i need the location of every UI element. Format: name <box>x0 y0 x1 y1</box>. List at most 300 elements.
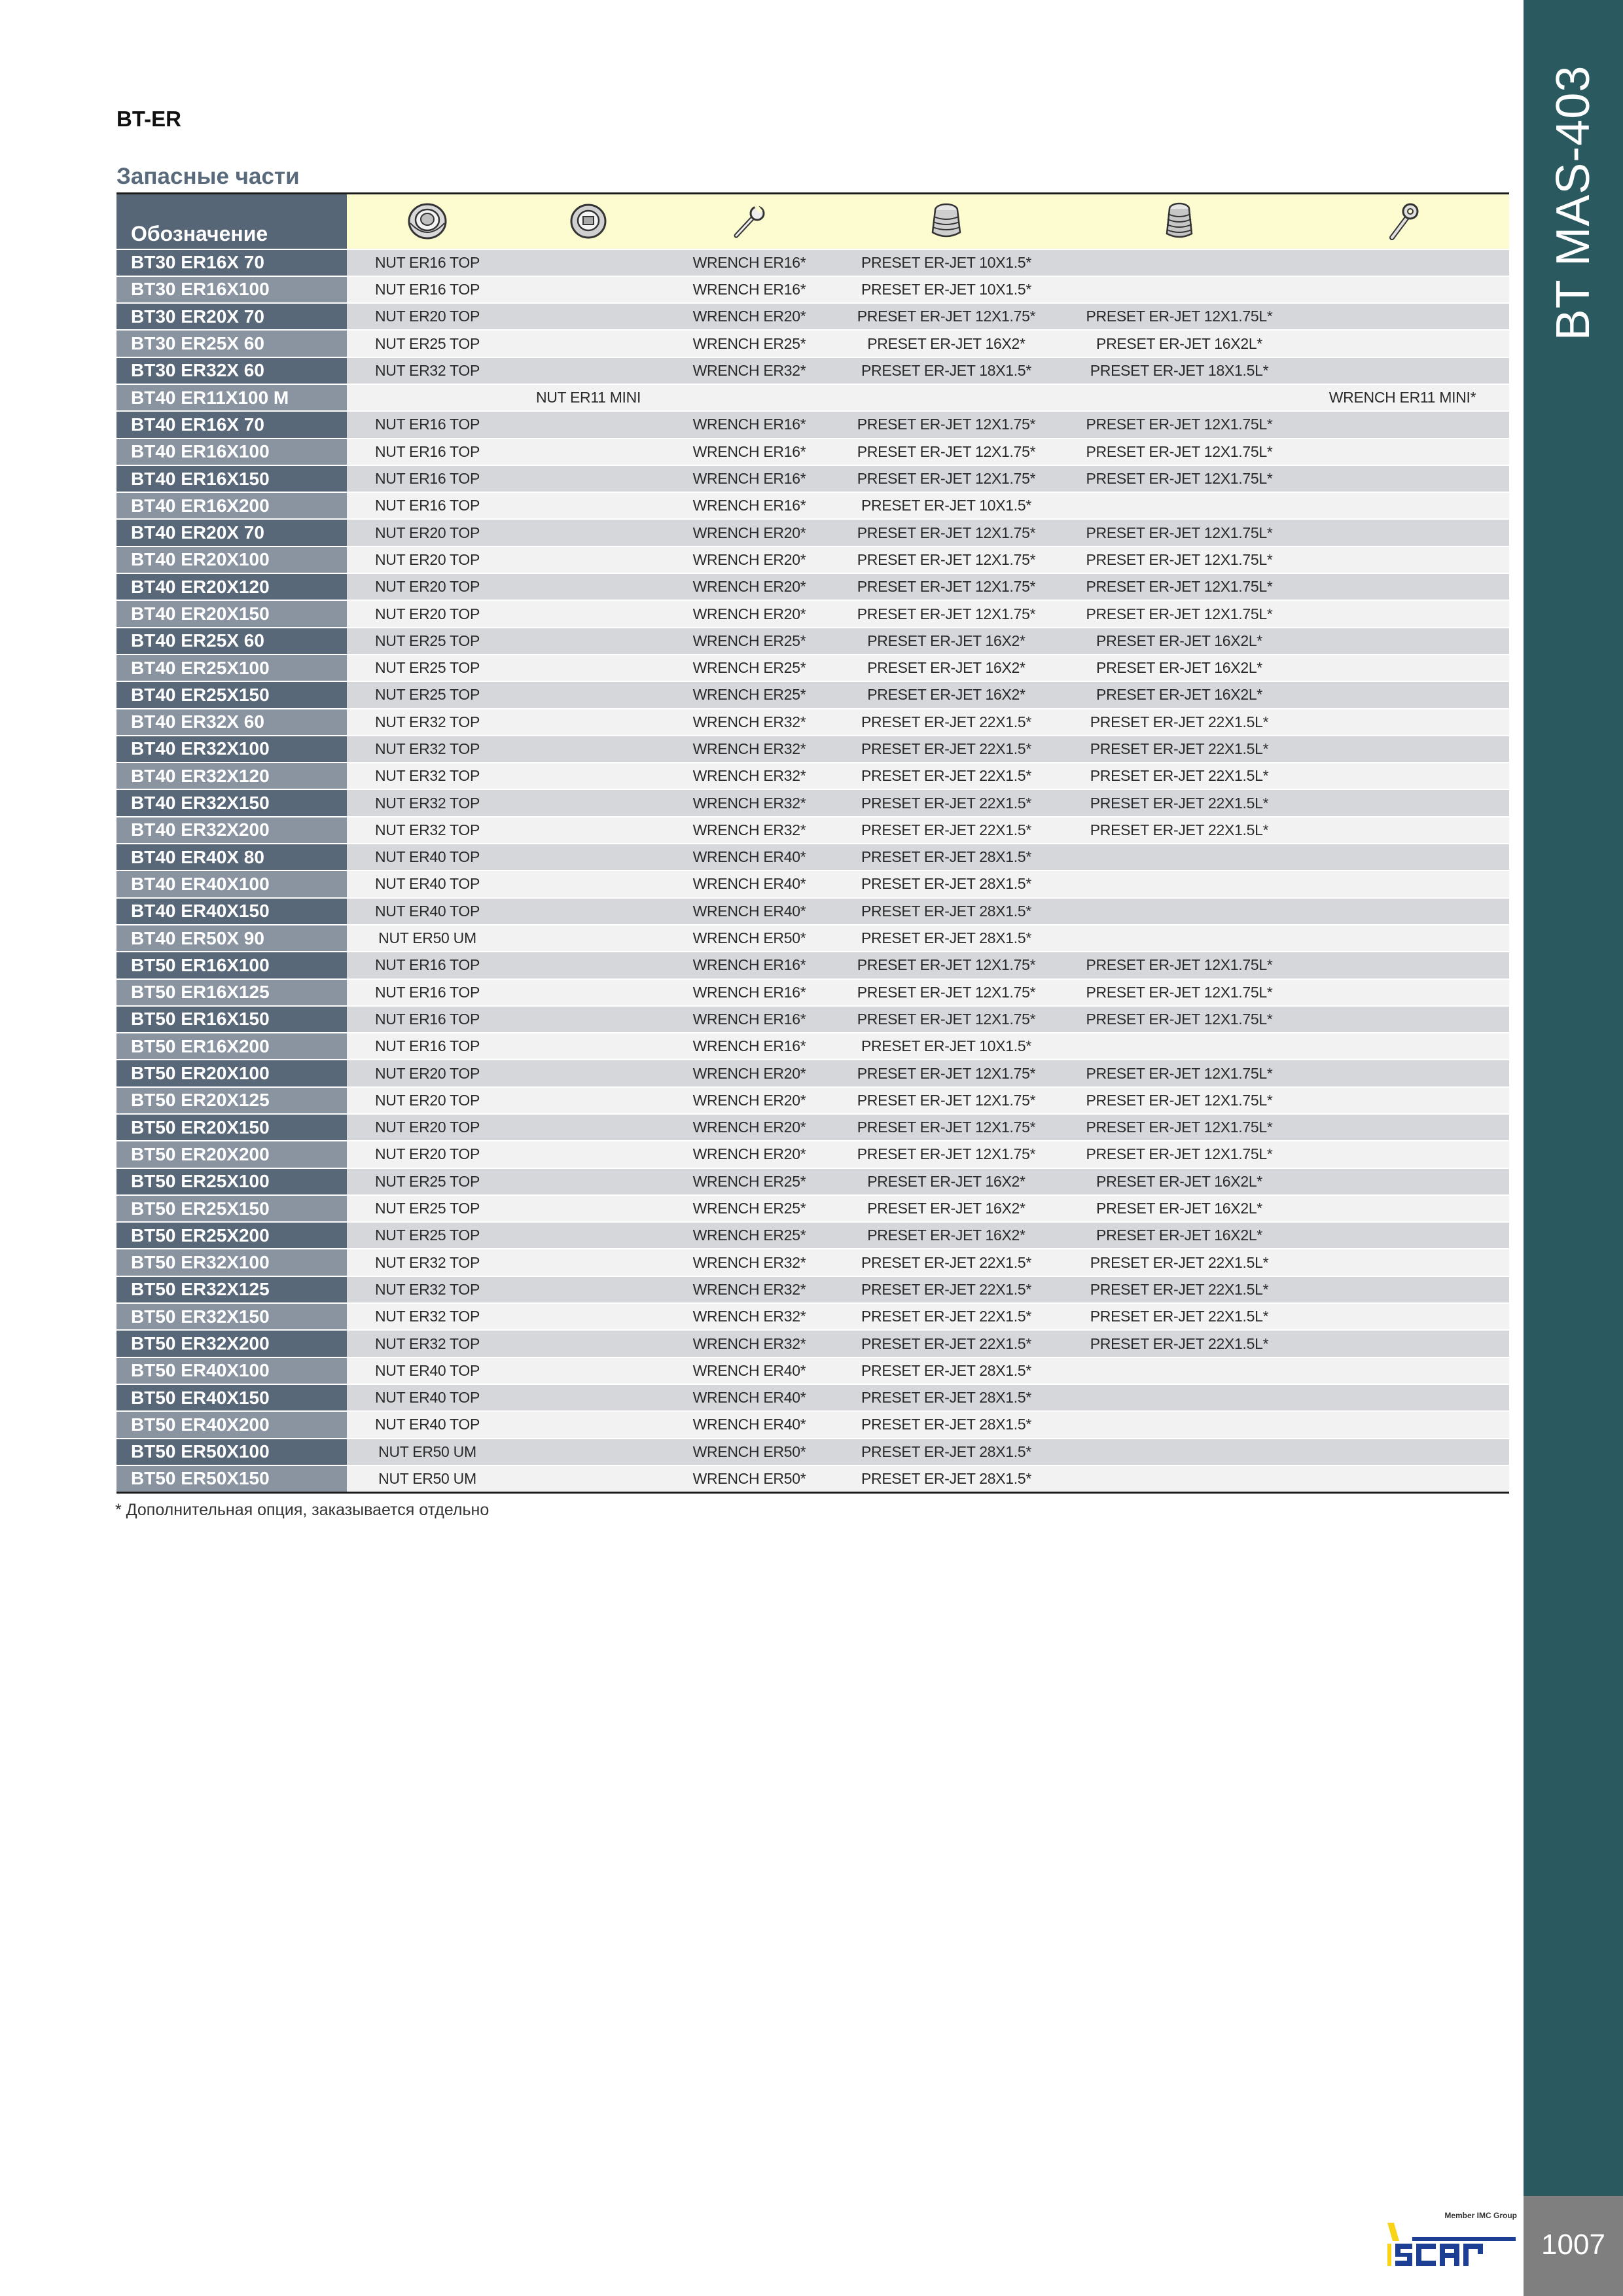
designation-cell: BT50 ER20X100 <box>116 1060 347 1086</box>
part-cell <box>1063 925 1296 952</box>
part-cell: WRENCH ER16* <box>669 1006 830 1033</box>
part-cell: PRESET ER-JET 28X1.5* <box>830 1465 1063 1492</box>
designation-cell: BT40 ER16X200 <box>116 492 347 519</box>
part-cell: PRESET ER-JET 18X1.5* <box>830 357 1063 384</box>
designation-cell: BT40 ER40X 80 <box>116 844 347 870</box>
table-row <box>116 681 1509 708</box>
part-cell: PRESET ER-JET 22X1.5L* <box>1063 817 1296 844</box>
part-cell: NUT ER20 TOP <box>347 303 508 330</box>
part-cell: PRESET ER-JET 12X1.75* <box>830 439 1063 465</box>
part-cell <box>1296 330 1509 357</box>
part-cell <box>1296 681 1509 708</box>
part-cell: PRESET ER-JET 22X1.5* <box>830 1303 1063 1330</box>
part-cell: NUT ER32 TOP <box>347 357 508 384</box>
part-cell <box>1296 817 1509 844</box>
part-cell: WRENCH ER16* <box>669 492 830 519</box>
part-cell: NUT ER16 TOP <box>347 411 508 438</box>
part-cell <box>1296 276 1509 303</box>
part-cell: PRESET ER-JET 22X1.5L* <box>1063 736 1296 762</box>
part-cell: NUT ER40 TOP <box>347 1411 508 1438</box>
table-row <box>116 1006 1509 1033</box>
part-cell <box>1296 249 1509 276</box>
designation-cell: BT50 ER32X150 <box>116 1303 347 1330</box>
part-cell: PRESET ER-JET 22X1.5* <box>830 1330 1063 1357</box>
part-cell <box>1296 465 1509 492</box>
part-cell: PRESET ER-JET 22X1.5* <box>830 789 1063 816</box>
designation-cell: BT50 ER25X100 <box>116 1168 347 1195</box>
part-cell <box>508 573 669 600</box>
part-cell <box>347 384 508 411</box>
part-cell: NUT ER32 TOP <box>347 762 508 789</box>
part-cell: NUT ER32 TOP <box>347 709 508 736</box>
part-cell: PRESET ER-JET 22X1.5L* <box>1063 709 1296 736</box>
table-row <box>116 1249 1509 1276</box>
part-cell <box>1296 1439 1509 1465</box>
part-cell: WRENCH ER16* <box>669 439 830 465</box>
iscar-logo <box>1386 2211 1517 2267</box>
part-cell <box>508 276 669 303</box>
part-cell: NUT ER16 TOP <box>347 1033 508 1060</box>
part-cell <box>1063 844 1296 870</box>
part-cell: NUT ER50 UM <box>347 1465 508 1492</box>
part-cell: WRENCH ER16* <box>669 979 830 1006</box>
part-cell <box>508 439 669 465</box>
part-cell: PRESET ER-JET 12X1.75* <box>830 1141 1063 1168</box>
part-cell: PRESET ER-JET 16X2L* <box>1063 1168 1296 1195</box>
part-cell: PRESET ER-JET 22X1.5* <box>830 709 1063 736</box>
part-cell: WRENCH ER32* <box>669 1330 830 1357</box>
part-cell <box>1296 1357 1509 1384</box>
designation-cell: BT40 ER25X150 <box>116 681 347 708</box>
part-cell <box>1296 844 1509 870</box>
part-cell <box>1296 870 1509 897</box>
part-cell: WRENCH ER40* <box>669 1357 830 1384</box>
part-cell: PRESET ER-JET 16X2L* <box>1063 681 1296 708</box>
part-cell: PRESET ER-JET 12X1.75L* <box>1063 573 1296 600</box>
part-cell <box>669 384 830 411</box>
part-cell: PRESET ER-JET 12X1.75L* <box>1063 1141 1296 1168</box>
part-cell <box>1296 1276 1509 1303</box>
table-row <box>116 411 1509 438</box>
part-cell: PRESET ER-JET 28X1.5* <box>830 1357 1063 1384</box>
table-row <box>116 303 1509 330</box>
table-row <box>116 1330 1509 1357</box>
part-cell: NUT ER11 MINI <box>508 384 669 411</box>
part-cell: WRENCH ER25* <box>669 1195 830 1222</box>
mini-nut-column-header <box>508 194 669 249</box>
part-cell <box>1063 870 1296 897</box>
part-cell: PRESET ER-JET 22X1.5L* <box>1063 1330 1296 1357</box>
designation-cell: BT50 ER16X125 <box>116 979 347 1006</box>
part-cell <box>1296 736 1509 762</box>
part-cell: PRESET ER-JET 28X1.5* <box>830 870 1063 897</box>
part-cell <box>1296 898 1509 925</box>
part-cell: WRENCH ER25* <box>669 681 830 708</box>
designation-cell: BT40 ER32X100 <box>116 736 347 762</box>
part-cell: NUT ER32 TOP <box>347 789 508 816</box>
wrench-icon <box>730 202 769 241</box>
side-title: BT MAS-403 <box>1547 65 1599 341</box>
part-cell: WRENCH ER25* <box>669 1168 830 1195</box>
page-number: 1007 <box>1541 2229 1605 2261</box>
section-title: Запасные части <box>116 164 300 189</box>
table-row <box>116 1439 1509 1465</box>
part-cell: NUT ER40 TOP <box>347 1384 508 1411</box>
designation-cell: BT40 ER20X 70 <box>116 519 347 546</box>
part-cell <box>830 384 1063 411</box>
part-cell <box>1296 600 1509 627</box>
part-cell <box>1296 1087 1509 1114</box>
table-row <box>116 1141 1509 1168</box>
part-cell: WRENCH ER16* <box>669 465 830 492</box>
part-cell: WRENCH ER20* <box>669 1114 830 1141</box>
part-cell: NUT ER50 UM <box>347 1439 508 1465</box>
part-cell <box>508 1195 669 1222</box>
part-cell <box>1296 655 1509 681</box>
table-row <box>116 1411 1509 1438</box>
part-cell <box>1063 1384 1296 1411</box>
nut-column-header <box>347 194 508 249</box>
part-cell <box>1296 439 1509 465</box>
designation-cell: BT30 ER25X 60 <box>116 330 347 357</box>
part-cell: NUT ER20 TOP <box>347 1114 508 1141</box>
part-cell <box>1296 411 1509 438</box>
part-cell: WRENCH ER20* <box>669 303 830 330</box>
part-cell: WRENCH ER40* <box>669 844 830 870</box>
part-cell: WRENCH ER32* <box>669 357 830 384</box>
part-cell <box>508 600 669 627</box>
part-cell: NUT ER32 TOP <box>347 736 508 762</box>
designation-cell: BT50 ER20X200 <box>116 1141 347 1168</box>
part-cell <box>1063 1357 1296 1384</box>
part-cell: WRENCH ER20* <box>669 1060 830 1086</box>
designation-cell: BT50 ER32X125 <box>116 1276 347 1303</box>
part-cell: WRENCH ER16* <box>669 249 830 276</box>
part-cell: WRENCH ER16* <box>669 276 830 303</box>
part-cell: PRESET ER-JET 22X1.5* <box>830 762 1063 789</box>
part-cell: PRESET ER-JET 16X2L* <box>1063 655 1296 681</box>
part-cell <box>508 952 669 978</box>
part-cell: NUT ER16 TOP <box>347 492 508 519</box>
part-cell <box>1296 925 1509 952</box>
part-cell <box>508 1465 669 1492</box>
designation-cell: BT50 ER50X100 <box>116 1439 347 1465</box>
part-cell: NUT ER40 TOP <box>347 844 508 870</box>
part-cell: PRESET ER-JET 12X1.75* <box>830 411 1063 438</box>
wrench-column-header <box>669 194 830 249</box>
table-row <box>116 1168 1509 1195</box>
designation-cell: BT40 ER11X100 M <box>116 384 347 411</box>
part-cell <box>1296 1411 1509 1438</box>
table-row <box>116 979 1509 1006</box>
coolant-screw-icon <box>923 201 969 242</box>
part-cell <box>508 1006 669 1033</box>
part-cell <box>1296 1060 1509 1086</box>
page-title: BT-ER <box>116 107 181 131</box>
part-cell: PRESET ER-JET 22X1.5L* <box>1063 789 1296 816</box>
part-cell: PRESET ER-JET 12X1.75L* <box>1063 303 1296 330</box>
part-cell: PRESET ER-JET 22X1.5* <box>830 736 1063 762</box>
part-cell: NUT ER32 TOP <box>347 1303 508 1330</box>
part-cell: PRESET ER-JET 22X1.5L* <box>1063 762 1296 789</box>
part-cell <box>508 411 669 438</box>
part-cell: PRESET ER-JET 16X2L* <box>1063 330 1296 357</box>
part-cell: PRESET ER-JET 12X1.75* <box>830 952 1063 978</box>
part-cell: PRESET ER-JET 16X2* <box>830 330 1063 357</box>
part-cell: PRESET ER-JET 12X1.75L* <box>1063 979 1296 1006</box>
table-row <box>116 465 1509 492</box>
part-cell: PRESET ER-JET 12X1.75L* <box>1063 1006 1296 1033</box>
part-cell: PRESET ER-JET 22X1.5L* <box>1063 1276 1296 1303</box>
part-cell: PRESET ER-JET 10X1.5* <box>830 276 1063 303</box>
table-header-row <box>116 194 1509 249</box>
part-cell: WRENCH ER32* <box>669 789 830 816</box>
part-cell <box>1296 762 1509 789</box>
table-row <box>116 439 1509 465</box>
part-cell: PRESET ER-JET 12X1.75* <box>830 1087 1063 1114</box>
part-cell <box>508 817 669 844</box>
part-cell: WRENCH ER50* <box>669 1439 830 1465</box>
part-cell: PRESET ER-JET 12X1.75* <box>830 1114 1063 1141</box>
part-cell: NUT ER20 TOP <box>347 573 508 600</box>
part-cell: WRENCH ER25* <box>669 1222 830 1249</box>
part-cell: PRESET ER-JET 28X1.5* <box>830 1439 1063 1465</box>
part-cell: PRESET ER-JET 16X2* <box>830 1168 1063 1195</box>
part-cell: WRENCH ER16* <box>669 952 830 978</box>
part-cell: PRESET ER-JET 12X1.75L* <box>1063 952 1296 978</box>
part-cell <box>1063 249 1296 276</box>
part-cell: PRESET ER-JET 12X1.75L* <box>1063 600 1296 627</box>
part-cell <box>1296 709 1509 736</box>
table-row <box>116 789 1509 816</box>
part-cell: PRESET ER-JET 12X1.75* <box>830 979 1063 1006</box>
part-cell: PRESET ER-JET 16X2L* <box>1063 1195 1296 1222</box>
designation-cell: BT40 ER20X120 <box>116 573 347 600</box>
part-cell: NUT ER20 TOP <box>347 519 508 546</box>
part-cell: WRENCH ER25* <box>669 655 830 681</box>
part-cell <box>508 1303 669 1330</box>
part-cell <box>508 249 669 276</box>
table-row <box>116 736 1509 762</box>
table-row <box>116 1060 1509 1086</box>
part-cell: NUT ER25 TOP <box>347 1222 508 1249</box>
part-cell <box>508 736 669 762</box>
table-row <box>116 357 1509 384</box>
part-cell <box>508 330 669 357</box>
table-row <box>116 1087 1509 1114</box>
part-cell <box>1296 1114 1509 1141</box>
table-row <box>116 709 1509 736</box>
table-row <box>116 952 1509 978</box>
part-cell: PRESET ER-JET 16X2* <box>830 1222 1063 1249</box>
part-cell: PRESET ER-JET 16X2L* <box>1063 1222 1296 1249</box>
part-cell: PRESET ER-JET 22X1.5* <box>830 817 1063 844</box>
part-cell: PRESET ER-JET 12X1.75L* <box>1063 1114 1296 1141</box>
table-row <box>116 817 1509 844</box>
part-cell <box>508 789 669 816</box>
designation-cell: BT50 ER40X200 <box>116 1411 347 1438</box>
part-cell: WRENCH ER16* <box>669 1033 830 1060</box>
part-cell <box>508 1411 669 1438</box>
part-cell <box>1296 1465 1509 1492</box>
part-cell: NUT ER25 TOP <box>347 655 508 681</box>
designation-cell: BT50 ER20X150 <box>116 1114 347 1141</box>
designation-cell: BT40 ER16X100 <box>116 439 347 465</box>
table-row <box>116 1303 1509 1330</box>
part-cell <box>508 762 669 789</box>
part-cell: PRESET ER-JET 12X1.75* <box>830 600 1063 627</box>
table-row <box>116 1276 1509 1303</box>
part-cell: NUT ER32 TOP <box>347 1249 508 1276</box>
coolant-screw-long-column-header <box>1063 194 1296 249</box>
part-cell: NUT ER50 UM <box>347 925 508 952</box>
part-cell: NUT ER20 TOP <box>347 1087 508 1114</box>
designation-cell: BT50 ER16X150 <box>116 1006 347 1033</box>
part-cell <box>508 1330 669 1357</box>
page-number-box <box>1524 2196 1623 2296</box>
part-cell: NUT ER32 TOP <box>347 817 508 844</box>
part-cell <box>508 979 669 1006</box>
part-cell: NUT ER25 TOP <box>347 1168 508 1195</box>
part-cell <box>1296 303 1509 330</box>
part-cell: NUT ER20 TOP <box>347 600 508 627</box>
part-cell: PRESET ER-JET 22X1.5* <box>830 1249 1063 1276</box>
designation-cell: BT30 ER20X 70 <box>116 303 347 330</box>
part-cell <box>508 1060 669 1086</box>
part-cell <box>508 1087 669 1114</box>
table-row <box>116 492 1509 519</box>
table-row <box>116 519 1509 546</box>
table-row <box>116 249 1509 276</box>
part-cell: WRENCH ER32* <box>669 762 830 789</box>
part-cell <box>508 492 669 519</box>
part-cell: WRENCH ER11 MINI* <box>1296 384 1509 411</box>
part-cell: WRENCH ER20* <box>669 1141 830 1168</box>
part-cell: PRESET ER-JET 12X1.75* <box>830 547 1063 573</box>
part-cell: NUT ER16 TOP <box>347 1006 508 1033</box>
table-row <box>116 547 1509 573</box>
table-row <box>116 1222 1509 1249</box>
part-cell <box>1296 1033 1509 1060</box>
part-cell <box>508 1141 669 1168</box>
table-body <box>116 249 1509 1493</box>
part-cell <box>1296 1195 1509 1222</box>
part-cell: NUT ER16 TOP <box>347 465 508 492</box>
table-row <box>116 898 1509 925</box>
part-cell: PRESET ER-JET 12X1.75* <box>830 465 1063 492</box>
part-cell <box>1296 1222 1509 1249</box>
table-row <box>116 1114 1509 1141</box>
part-cell <box>508 357 669 384</box>
table-row <box>116 384 1509 411</box>
wrench-mini-icon <box>1383 200 1422 243</box>
part-cell: NUT ER32 TOP <box>347 1330 508 1357</box>
part-cell <box>508 925 669 952</box>
part-cell: PRESET ER-JET 16X2* <box>830 628 1063 655</box>
spare-parts-table <box>116 192 1509 1494</box>
part-cell <box>1296 952 1509 978</box>
part-cell: PRESET ER-JET 12X1.75* <box>830 1006 1063 1033</box>
part-cell <box>508 1384 669 1411</box>
part-cell <box>1063 1411 1296 1438</box>
part-cell <box>508 655 669 681</box>
part-cell <box>508 1357 669 1384</box>
part-cell: NUT ER40 TOP <box>347 898 508 925</box>
part-cell: PRESET ER-JET 12X1.75L* <box>1063 411 1296 438</box>
part-cell: PRESET ER-JET 16X2* <box>830 655 1063 681</box>
part-cell: WRENCH ER32* <box>669 1303 830 1330</box>
part-cell <box>508 1276 669 1303</box>
part-cell <box>508 709 669 736</box>
coolant-screw-column-header <box>830 194 1063 249</box>
part-cell <box>508 1114 669 1141</box>
part-cell: PRESET ER-JET 12X1.75* <box>830 519 1063 546</box>
part-cell: PRESET ER-JET 22X1.5* <box>830 1276 1063 1303</box>
part-cell: PRESET ER-JET 10X1.5* <box>830 492 1063 519</box>
table-row <box>116 844 1509 870</box>
part-cell: WRENCH ER20* <box>669 600 830 627</box>
designation-cell: BT40 ER32X 60 <box>116 709 347 736</box>
table-row <box>116 573 1509 600</box>
part-cell <box>508 870 669 897</box>
part-cell <box>1296 357 1509 384</box>
part-cell: WRENCH ER40* <box>669 1384 830 1411</box>
table-row <box>116 1195 1509 1222</box>
part-cell: PRESET ER-JET 28X1.5* <box>830 925 1063 952</box>
table-row <box>116 762 1509 789</box>
designation-cell: BT50 ER25X200 <box>116 1222 347 1249</box>
designation-cell: BT40 ER40X100 <box>116 870 347 897</box>
part-cell: WRENCH ER40* <box>669 898 830 925</box>
part-cell: PRESET ER-JET 10X1.5* <box>830 249 1063 276</box>
designation-cell: BT50 ER32X200 <box>116 1330 347 1357</box>
part-cell: PRESET ER-JET 12X1.75L* <box>1063 547 1296 573</box>
part-cell: WRENCH ER32* <box>669 817 830 844</box>
part-cell: PRESET ER-JET 12X1.75L* <box>1063 465 1296 492</box>
part-cell: PRESET ER-JET 12X1.75L* <box>1063 1087 1296 1114</box>
part-cell <box>508 1033 669 1060</box>
part-cell <box>508 1439 669 1465</box>
part-cell <box>1296 573 1509 600</box>
part-cell: PRESET ER-JET 28X1.5* <box>830 898 1063 925</box>
part-cell: NUT ER20 TOP <box>347 1060 508 1086</box>
part-cell <box>1296 628 1509 655</box>
part-cell: WRENCH ER20* <box>669 519 830 546</box>
mini-nut-icon <box>566 201 611 242</box>
table-row <box>116 1033 1509 1060</box>
part-cell <box>508 303 669 330</box>
table-row <box>116 276 1509 303</box>
coolant-screw-long-icon <box>1156 201 1202 242</box>
designation-cell: BT40 ER25X100 <box>116 655 347 681</box>
part-cell: NUT ER16 TOP <box>347 276 508 303</box>
part-cell <box>1296 547 1509 573</box>
part-cell: PRESET ER-JET 16X2* <box>830 1195 1063 1222</box>
table-row <box>116 1465 1509 1492</box>
designation-cell: BT30 ER16X 70 <box>116 249 347 276</box>
part-cell <box>1296 1006 1509 1033</box>
designation-cell: BT40 ER50X 90 <box>116 925 347 952</box>
table-row <box>116 870 1509 897</box>
part-cell: NUT ER40 TOP <box>347 870 508 897</box>
part-cell <box>508 844 669 870</box>
designation-cell: BT50 ER20X125 <box>116 1087 347 1114</box>
part-cell: WRENCH ER40* <box>669 870 830 897</box>
part-cell: WRENCH ER20* <box>669 547 830 573</box>
table-row <box>116 1384 1509 1411</box>
part-cell: WRENCH ER50* <box>669 1465 830 1492</box>
part-cell <box>1063 898 1296 925</box>
